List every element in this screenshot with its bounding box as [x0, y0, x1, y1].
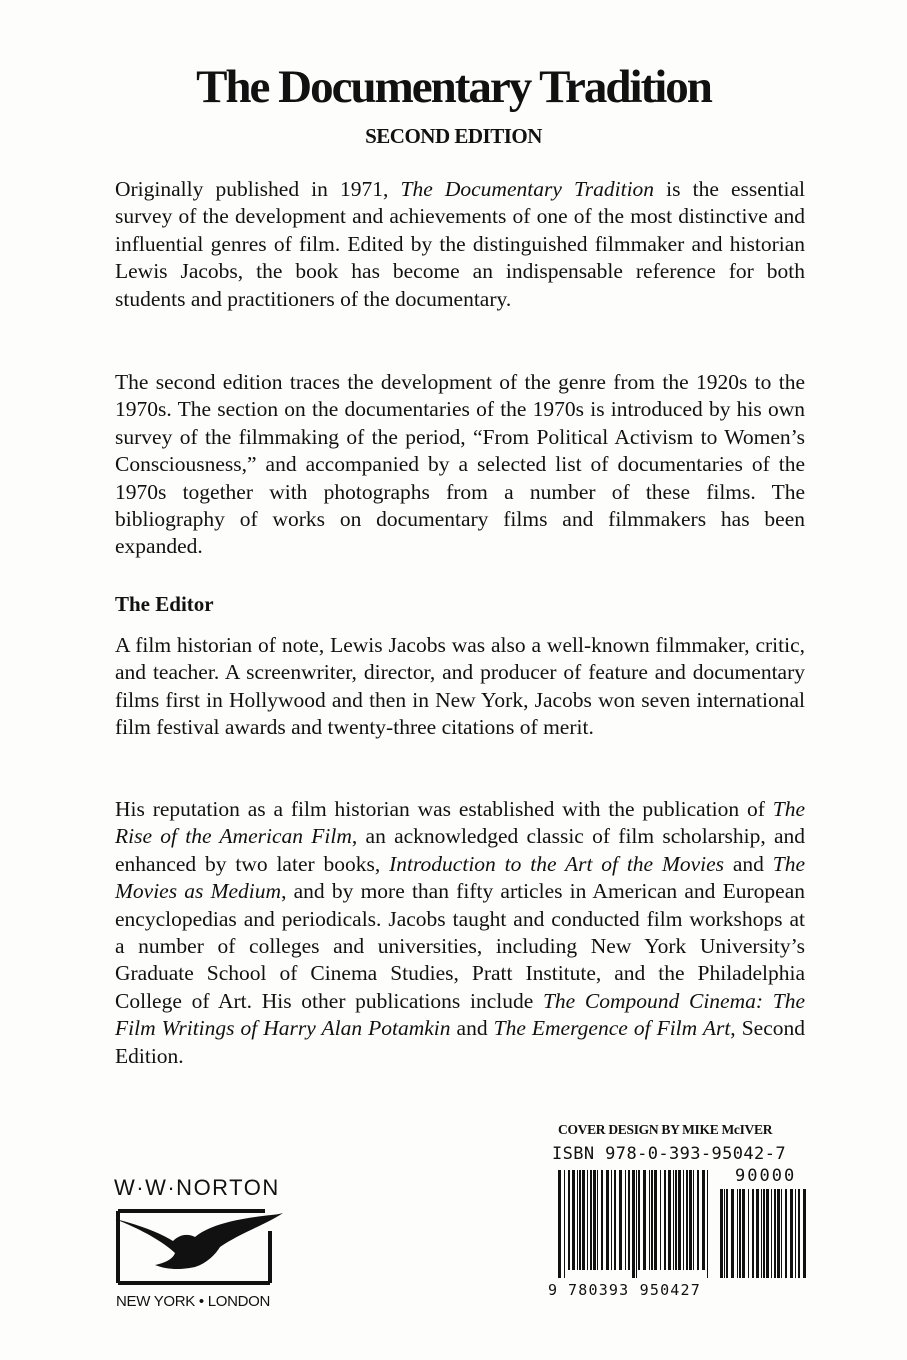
- edition-label: SECOND EDITION: [365, 124, 542, 148]
- text-run: and: [732, 851, 764, 876]
- book-title-ref: The Movies as Medium: [115, 851, 806, 904]
- text-run: , an acknowledged classic of film scholarship, and enhanced by two later books,: [115, 824, 806, 876]
- barcode-bar: [761, 1189, 762, 1278]
- barcode-bar: [781, 1189, 782, 1278]
- barcode-bar: [664, 1170, 666, 1270]
- barcode-bar: [798, 1189, 800, 1278]
- text-run: His reputation as a film historian was established with the publication of: [115, 797, 765, 821]
- barcode-bar: [731, 1189, 734, 1278]
- book-title-ref: The Compound Cinema: The Film Writings of Harry Alan Potamkin: [115, 988, 805, 1041]
- barcode-digits: 780393 950427: [568, 1281, 701, 1299]
- barcode-bar: [777, 1189, 780, 1278]
- barcode-bar: [579, 1170, 581, 1270]
- barcode-bar: [693, 1170, 694, 1270]
- barcode-bar: [601, 1170, 603, 1270]
- barcode-bar: [564, 1170, 565, 1278]
- barcode-bar: [678, 1170, 681, 1270]
- barcode-bar: [697, 1170, 699, 1270]
- description-paragraph-1: [115, 176, 805, 313]
- barcode-bar: [774, 1189, 776, 1278]
- barcode-bar: [737, 1189, 738, 1278]
- text-run: , Second Edition.: [115, 1016, 805, 1068]
- barcode-bar: [577, 1170, 578, 1270]
- isbn-label: ISBN 978-0-393-95042-7: [552, 1144, 786, 1164]
- publisher-cities: NEW YORK • LONDON: [116, 1293, 271, 1310]
- barcode-bar: [628, 1170, 630, 1270]
- barcode-bar: [660, 1170, 661, 1270]
- barcode-bar: [587, 1170, 588, 1270]
- addon-barcode: [720, 1189, 806, 1278]
- barcode-bar: [785, 1189, 787, 1278]
- barcode-bar: [651, 1170, 653, 1270]
- seagull-logo-icon: [115, 1205, 285, 1287]
- editor-paragraph-1: A film historian of note, Lewis Jacobs was also a well-known filmmaker, critic, and teacher. A screenwriter, director, and producer of feature and documentary films first in Hollywood and then in New York, Jacobs won seven international film festival awards and twenty-three citations of merit.: [115, 633, 805, 740]
- barcode-bar: [803, 1189, 806, 1278]
- barcode-bar: [675, 1170, 677, 1270]
- barcode-bar: [673, 1170, 674, 1270]
- barcode-bar: [742, 1189, 745, 1278]
- book-title-ref: The Emergence of Film Art: [493, 1016, 731, 1041]
- editor-paragraph-2: [115, 796, 805, 1070]
- text-run: , and by more than fifty articles in American and European encyclopedias and periodicals. Jacobs taught and conducted film workshops at a number of colleges and universities, including New York University’s Graduate School of Cinema Studies, Pratt Institute, and the Philadelphia College of Art. His other publications include: [115, 879, 806, 1013]
- barcode-bar: [649, 1170, 650, 1270]
- barcode-bar: [593, 1170, 596, 1270]
- barcode-bar: [611, 1170, 612, 1270]
- barcode-bar: [636, 1170, 637, 1278]
- barcode-bar: [582, 1170, 585, 1270]
- barcode-bar: [643, 1170, 646, 1270]
- text-run: Originally published in 1971,: [115, 177, 389, 201]
- book-title: The Documentary Tradition: [196, 61, 711, 113]
- book-title-ref: The Rise of the American Film: [115, 797, 805, 849]
- barcode-bar: [597, 1170, 598, 1270]
- book-title-ref: Introduction to the Art of the Movies: [389, 851, 725, 876]
- barcode-bar: [590, 1170, 592, 1270]
- barcode-bar: [752, 1189, 754, 1278]
- barcode-bar: [619, 1170, 622, 1270]
- barcode-bar: [771, 1189, 772, 1278]
- barcode-bar: [756, 1189, 759, 1278]
- barcode-addon-digits: 90000: [735, 1166, 797, 1186]
- barcode-bar: [654, 1170, 657, 1270]
- barcode-bar: [795, 1189, 796, 1278]
- publisher-name: W·W·NORTON: [114, 1175, 280, 1200]
- ean-barcode: [558, 1170, 710, 1278]
- barcode-bar: [614, 1170, 616, 1270]
- book-title-ref: The Documentary Tradition: [400, 177, 655, 201]
- barcode-bar: [638, 1170, 640, 1270]
- text-run: is the essential survey of the development and achievements of one of the most distinctive and influential genres of film. Edited by the distinguished filmmaker and historian Lewis Jacobs, the book has become an indispensable reference for both students and practitioners of the documentary.: [115, 177, 806, 311]
- barcode-bar: [572, 1170, 575, 1270]
- editor-heading: The Editor: [115, 592, 214, 616]
- barcode-bar: [702, 1170, 705, 1270]
- barcode-bar: [568, 1170, 570, 1270]
- barcode-bar: [606, 1170, 609, 1270]
- barcode-bar: [763, 1189, 765, 1278]
- cover-design-credit: COVER DESIGN BY MIKE McIVER: [558, 1122, 773, 1137]
- barcode-bar: [790, 1189, 793, 1278]
- barcode-first-digit: 9: [548, 1281, 558, 1299]
- barcode-bar: [625, 1170, 626, 1270]
- barcode-bar: [739, 1189, 741, 1278]
- barcode-bar: [707, 1170, 708, 1278]
- barcode-bar: [766, 1189, 769, 1278]
- text-run: and: [456, 1016, 488, 1041]
- barcode-bar: [668, 1170, 671, 1270]
- barcode-bar: [724, 1189, 725, 1278]
- barcode-bar: [558, 1170, 561, 1278]
- barcode-bar: [726, 1189, 728, 1278]
- barcode-bar: [748, 1189, 749, 1278]
- barcode-bar: [632, 1170, 635, 1278]
- barcode-bar: [720, 1189, 723, 1278]
- barcode-bar: [689, 1170, 692, 1270]
- barcode-bar: [686, 1170, 688, 1270]
- barcode-bar: [683, 1170, 684, 1270]
- description-paragraph-2: The second edition traces the development of the genre from the 1920s to the 1970s. The section on the documentaries of the 1970s is introduced by his own survey of the filmmaking of the period, “From Political Activism to Women’s Consciousness,” and accompanied by a selected list of documentaries of the 1970s together with photographs from a number of these films. The bibliography of works on documentary films and filmmakers has been expanded.: [115, 370, 805, 559]
